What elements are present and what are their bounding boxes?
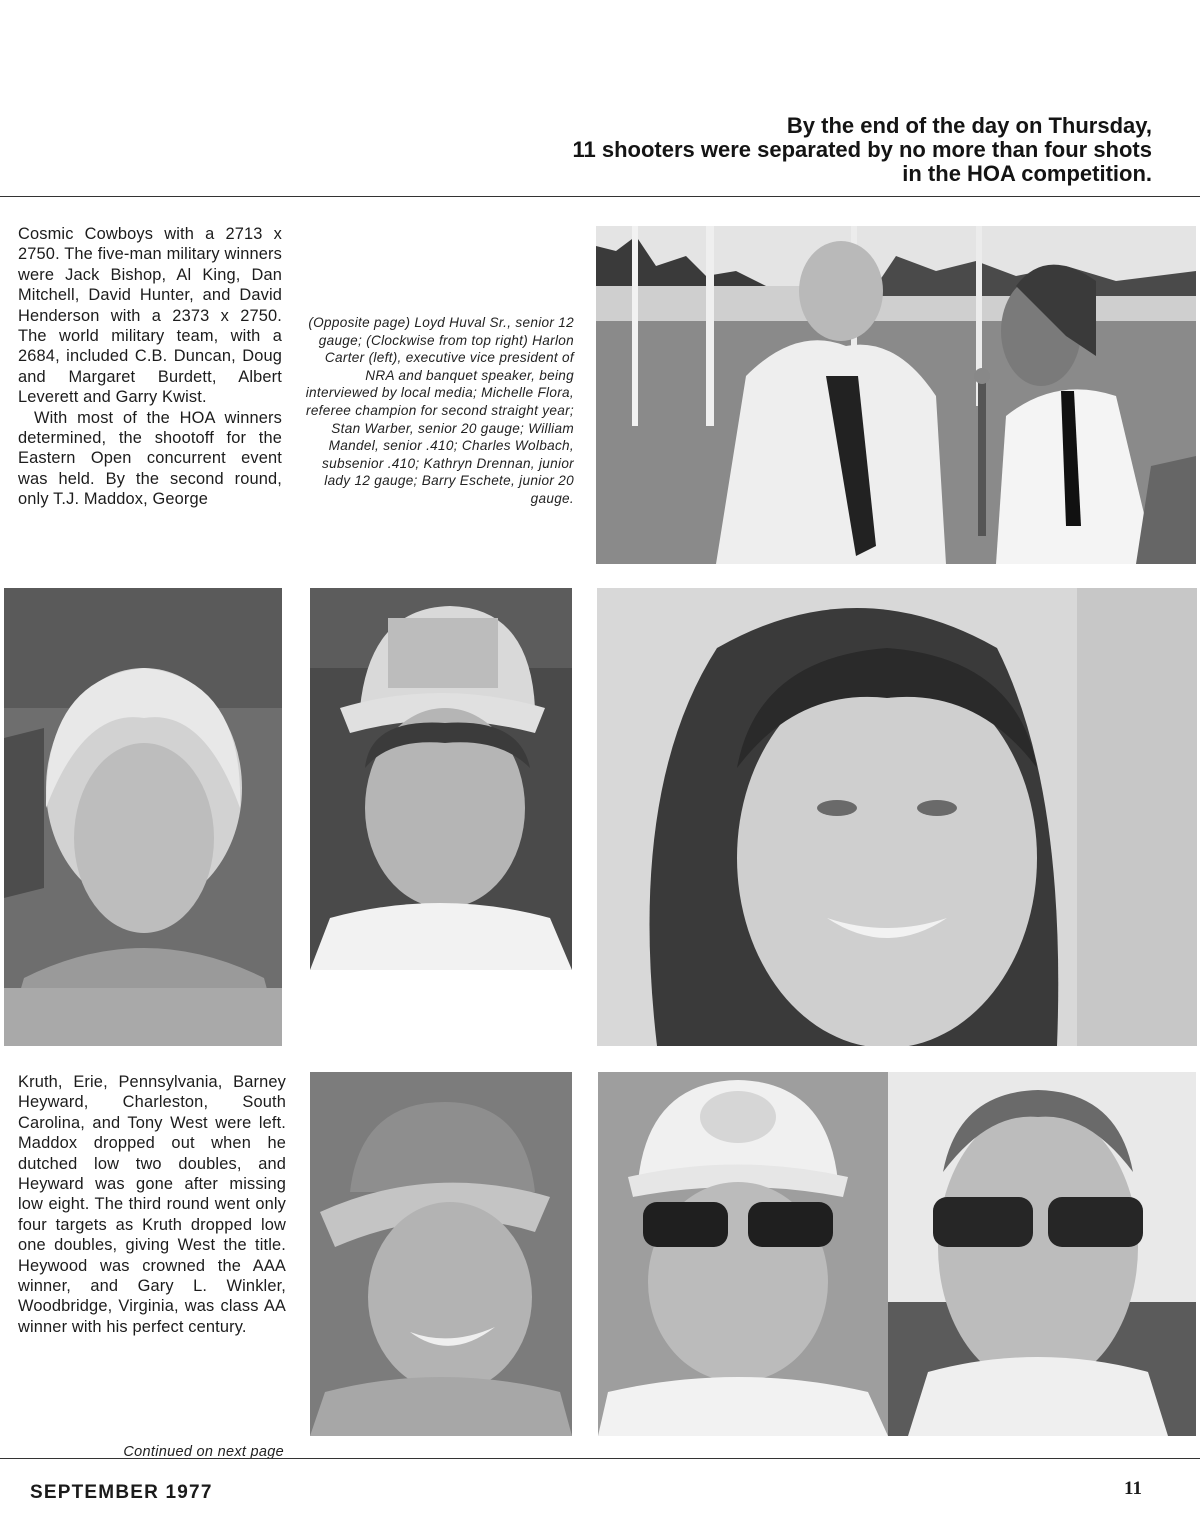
article-paragraph-1: Cosmic Cowboys with a 2713 x 2750. The five-man military winners were Jack Bishop, Al King, Dan Mitchell, David Hunter, and David Henderson with a 2373 x 2750. The world military team, with a 2684, included C.B. Duncan, Doug and Margaret Burdett, Albert Leverett and Garry Kwist. [18, 225, 282, 407]
photo-man-mesh-cap [310, 1072, 572, 1436]
continued-note: Continued on next page [123, 1444, 284, 1460]
pull-quote-line-2: 11 shooters were separated by no more than four shots [572, 137, 1152, 162]
pull-quote [392, 114, 1152, 186]
photo-woman-short-hair [4, 588, 282, 1046]
photo-balding-man-sunglasses [888, 1072, 1196, 1436]
photo-young-man-cap [310, 588, 572, 970]
pull-quote-line-3: in the HOA competition. [902, 161, 1152, 186]
article-paragraph-3: Kruth, Erie, Pennsylvania, Barney Heyward, Charleston, South Carolina, and Tony West were left. Maddox dropped out when he dutched low two doubles, and Heyward was gone after missing low eight. The third round went only four targets as Kruth dropped low one doubles, giving West the title. Heywood was crowned the AAA winner, and Gary L. Winkler, Woodbridge, Virginia, was class AA winner with his perfect century. [18, 1073, 286, 1336]
photo-harlon-carter-interview [596, 226, 1196, 564]
pull-quote-line-1: By the end of the day on Thursday, [786, 113, 1152, 138]
photo-woman-long-hair [597, 588, 1197, 1046]
photo-caption: (Opposite page) Loyd Huval Sr., senior 12 gauge; (Clockwise from top right) Harlon Carter (left), executive vice president of NRA and banquet speaker, being interviewed by local media; Michelle Flora, referee champion for second straight year; Stan Warber, senior 20 gauge; William Mandel, senior .410; Charles Wolbach, subsenior .410; Kathryn Drennan, junior lady 12 gauge; Barry Eschete, junior 20 gauge. [305, 315, 574, 506]
top-divider [0, 196, 1200, 197]
article-column-bottom [18, 1072, 286, 1337]
photo-man-white-cap-sunglasses [598, 1072, 888, 1436]
page-number: 11 [1124, 1478, 1142, 1499]
bottom-divider [0, 1458, 1200, 1459]
article-column-top [18, 224, 282, 510]
article-paragraph-2: With most of the HOA winners determined, the shootoff for the Eastern Open concurrent event was held. By the second round, only T.J. Maddox, George [18, 408, 282, 509]
issue-date: SEPTEMBER 1977 [30, 1482, 213, 1503]
